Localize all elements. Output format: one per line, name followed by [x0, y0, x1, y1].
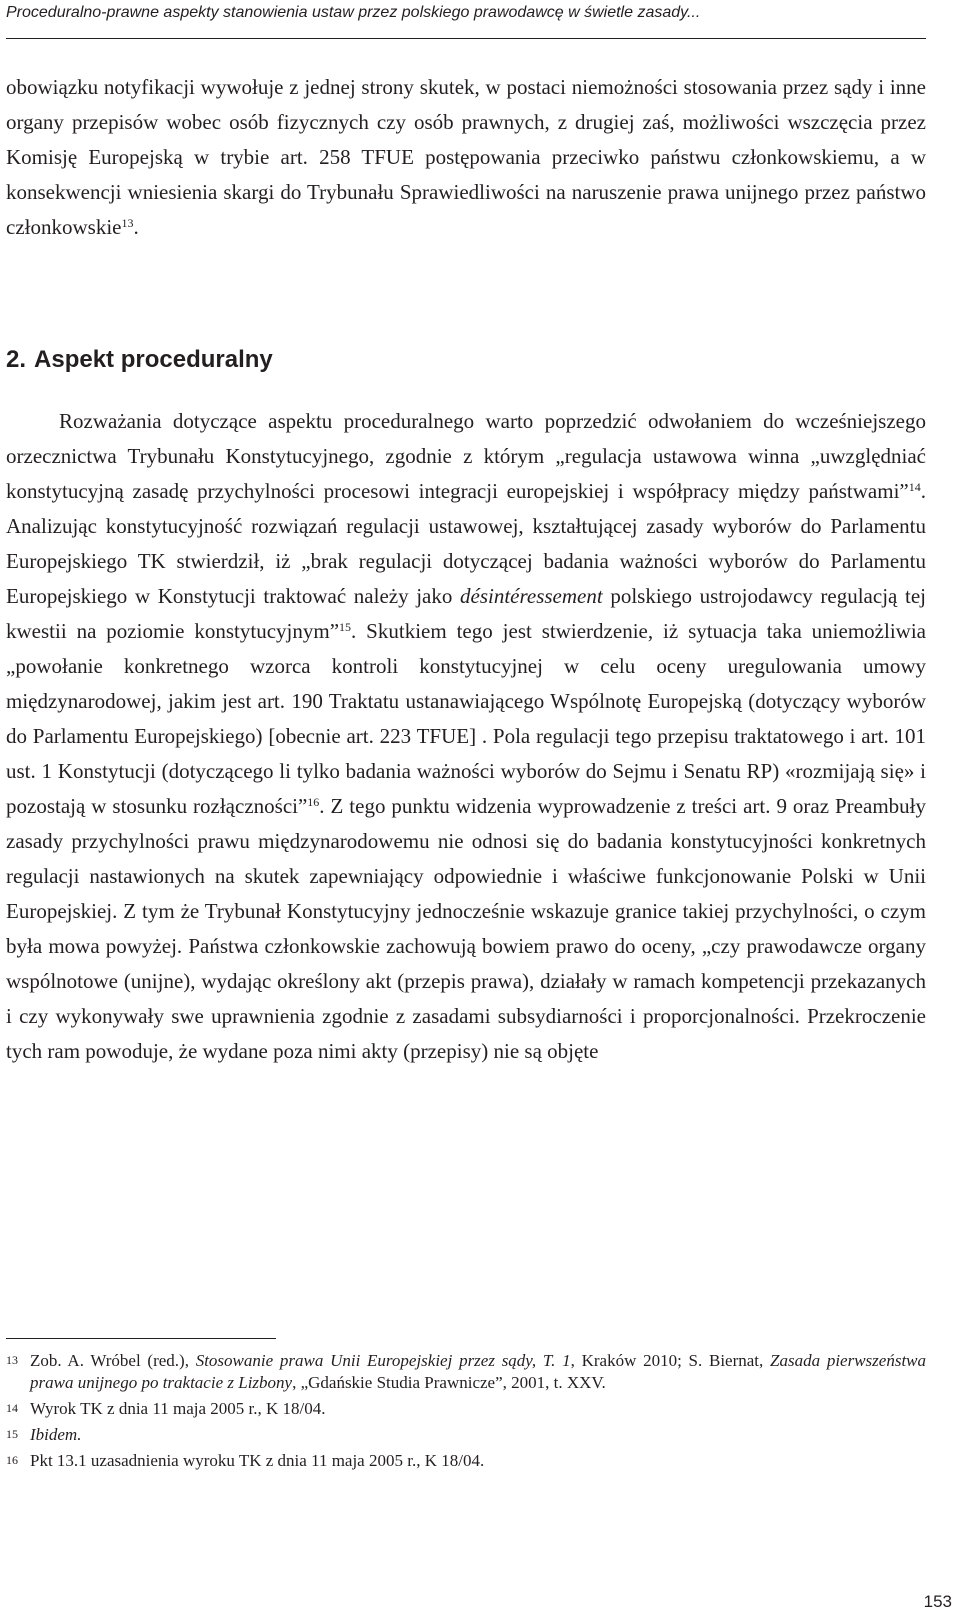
running-header: Proceduralno-prawne aspekty stanowienia ustaw przez polskiego prawodawcę w świetle zasady...	[6, 4, 701, 21]
footnote-ref[interactable]: 13	[121, 216, 134, 230]
footnote-ref[interactable]: 15	[339, 620, 352, 634]
paragraph-end: .	[133, 215, 139, 239]
section-number: 2.	[6, 346, 27, 373]
footnote-16	[6, 1450, 926, 1472]
footnote-14	[6, 1398, 926, 1420]
footnote-text: , „Gdańskie Studia Prawnicze”, 2001, t. XXV.	[292, 1373, 606, 1392]
footnote-13	[6, 1350, 926, 1394]
paragraph-text: obowiązku notyfikacji wywołuje z jednej strony skutek, w postaci niemożności stosowania przez sądy i inne organy przepisów wobec osób fizycznych czy osób prawnych, z drugiej zaś, możliwości wszczęcia przez Komisję Europejską w trybie art. 258 TFUE postępowania przeciwko państwu członkowskiemu, a w konsekwencji wniesienia skargi do Trybunału Sprawiedliwości na naruszenie prawa unijnego przez państwo członkowskie	[6, 75, 926, 239]
paragraph-text: Rozważania dotyczące aspektu proceduralnego warto poprzedzić odwołaniem do wcześniejszego orzecznictwa Trybunału Konstytucyjnego, zgodnie z którym „regulacja ustawowa winna „uwzględniać konstytucyjną zasadę przychylności procesowi integracji europejskiej i współpracy między państwami”	[6, 409, 926, 503]
paragraph-text: polskiego ustrojodawcy regulacją tej kwestii na poziomie konstytucyjnym”	[6, 584, 926, 643]
footnote-title: Stosowanie prawa Unii Europejskiej przez sądy, T. 1	[195, 1351, 571, 1370]
footnote-text: , Kraków 2010; S. Biernat,	[570, 1351, 771, 1370]
section-heading	[6, 346, 273, 374]
footnote-ref[interactable]: 14	[908, 480, 921, 494]
section-title: Aspekt proceduralny	[34, 346, 273, 373]
footnotes	[6, 1350, 926, 1476]
footnote-number: 16	[6, 1453, 18, 1467]
footnote-ref[interactable]: 16	[307, 795, 320, 809]
paragraph-text: . Z tego punktu widzenia wyprowadzenie z treści art. 9 oraz Preambuły zasady przychylności prawu międzynarodowemu nie odnosi się do badania konstytucyjności konkretnych regulacji nastawionych na skutek zapewniający odpowiednie i właściwe funkcjonowanie Polski w Unii Europejskiej. Z tym że Trybunał Konstytucyjny jednocześnie wskazuje granice takiej przychylności, o czym była mowa powyżej. Państwa członkowskie zachowują bowiem prawo do oceny, „czy prawodawcze organy wspólnotowe (unijne), wydając określony akt (przepis prawa), działały w ramach kompetencji przekazanych i czy wykonywały swe uprawnienia zgodnie z zasadami subsydiarności i proporcjonalności. Przekroczenie tych ram powoduje, że wydane poza nimi akty (przepisy) nie są objęte	[6, 794, 926, 1063]
header-divider	[6, 38, 926, 39]
footnote-text: Wyrok TK z dnia 11 maja 2005 r., K 18/04.	[30, 1399, 326, 1418]
footnote-number: 14	[6, 1401, 18, 1415]
page-number: 153	[923, 1592, 952, 1611]
footnote-number: 13	[6, 1353, 18, 1367]
footnote-number: 15	[6, 1427, 18, 1441]
footnote-15	[6, 1424, 926, 1446]
footnote-divider	[6, 1338, 276, 1339]
paragraph-continued	[6, 70, 926, 245]
footnote-title: Zasada pierwszeństwa prawa unijnego po traktacie z Lizbony	[30, 1351, 927, 1392]
footnote-text: Pkt 13.1 uzasadnienia wyroku TK z dnia 11 maja 2005 r., K 18/04.	[30, 1451, 485, 1470]
paragraph-text: . Analizując konstytucyjność rozwiązań regulacji ustawowej, kształtującej zasady wyborów do Parlamentu Europejskiego TK stwierdził, iż „brak regulacji dotyczącej badania ważności wyborów do Parlamentu Europejskiego w Konstytucji traktować należy jako	[6, 479, 926, 608]
italic-term: désintéressement	[460, 584, 603, 608]
footnote-text: Zob. A. Wróbel (red.),	[30, 1351, 196, 1370]
footnote-text: Ibidem.	[30, 1425, 82, 1444]
paragraph-main	[6, 404, 926, 1069]
paragraph-text: . Skutkiem tego jest stwierdzenie, iż sytuacja taka uniemożliwia „powołanie konkretnego wzorca kontroli konstytucyjnej w celu oceny uregulowania umowy międzynarodowej, jakim jest art. 190 Traktatu ustanawiającego Wspólnotę Europejską (dotyczący wyborów do Parlamentu Europejskiego) [obecnie art. 223 TFUE] . Pola regulacji tego przepisu traktatowego i art. 101 ust. 1 Konstytucji (dotyczącego li tylko badania ważności wyborów do Sejmu i Senatu RP) «rozmijają się» i pozostają w stosunku rozłączności”	[6, 619, 926, 818]
